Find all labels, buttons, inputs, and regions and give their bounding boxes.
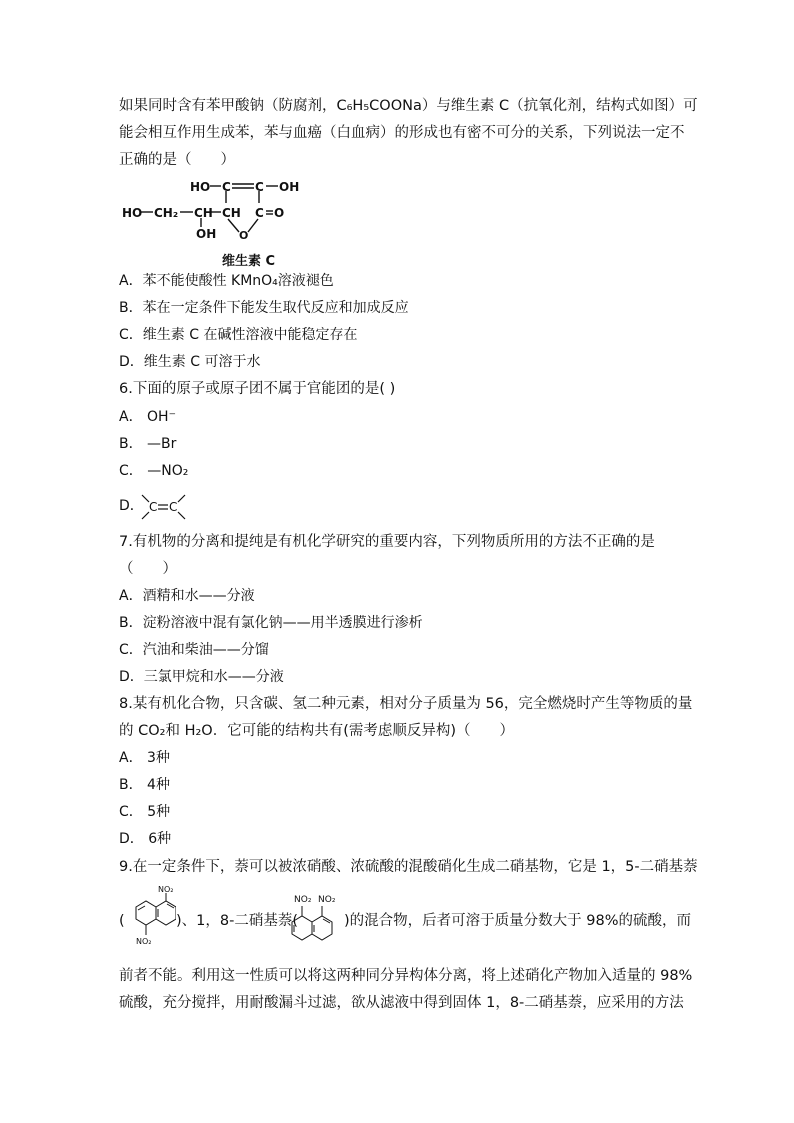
q7-stem-line-2: （ ） — [119, 561, 177, 577]
vc-label: O — [239, 229, 249, 242]
q7-option-c: C．汽油和柴油——分馏 — [119, 642, 269, 658]
vc-label: C — [255, 206, 264, 220]
q7-option-d: D．三氯甲烷和水——分液 — [119, 669, 284, 685]
q9-mol1-tail: )、1，8-二硝基萘( — [176, 913, 298, 929]
dinitronaphthalene-1-5-structure — [124, 883, 176, 955]
mol2-nitro-label: NO₂ — [318, 895, 336, 905]
vc-label: CH — [194, 206, 213, 220]
q9-stem-line-3: 前者不能。利用这一性质可以将这两种同分异构体分离，将上述硝化产物加入适量的 98% — [119, 968, 693, 984]
q5-stem-line-3: 正确的是（ ） — [119, 152, 235, 168]
q8-option-c: C． 5种 — [119, 804, 171, 820]
mol1-nitro-label: NO₂ — [136, 937, 152, 946]
alkene-double-bond-structure — [140, 492, 188, 522]
q9-paren-open: ( — [119, 913, 125, 929]
vc-label: HO — [122, 206, 143, 220]
q8-option-b: B． 4种 — [119, 777, 170, 793]
q5-option-c: C．维生素 C 在碱性溶液中能稳定存在 — [119, 327, 358, 343]
q8-stem-line-2: 的 CO₂和 H₂O．它可能的结构共有(需考虑顺反异构)（ ） — [119, 723, 515, 739]
q5-stem-line-2: 能会相互作用生成苯，苯与血癌（白血病）的形成也有密不可分的关系，下列说法一定不 — [119, 125, 685, 141]
q6-stem: 6.下面的原子或原子团不属于官能团的是( ) — [119, 381, 396, 397]
q6-option-a: A． OH⁻ — [119, 409, 176, 425]
vitamin-c-structure — [118, 172, 318, 244]
q5-option-d: D．维生素 C 可溶于水 — [119, 354, 261, 370]
q9-stem-line-4: 硫酸，充分搅拌，用耐酸漏斗过滤，欲从滤液中得到固体 1，8-二硝基萘，应采用的方法 — [119, 995, 684, 1011]
q6-option-d: D． — [119, 498, 144, 514]
vc-label: C — [255, 180, 264, 194]
vitamin-c-caption: 维生素 C — [222, 254, 276, 269]
vc-label: CH₂ — [154, 206, 179, 220]
q5-option-b: B．苯在一定条件下能发生取代反应和加成反应 — [119, 300, 409, 316]
vc-label: OH — [279, 180, 300, 194]
q9-mol2-tail: )的混合物，后者可溶于质量分数大于 98%的硫酸，而 — [344, 913, 691, 929]
vc-label: C — [222, 180, 231, 194]
q7-stem-line-1: 7.有机物的分离和提纯是有机化学研究的重要内容，下列物质所用的方法不正确的是 — [119, 534, 655, 550]
vc-label: OH — [196, 227, 217, 241]
vc-label: HO — [190, 180, 211, 194]
alkene-carbon-label: C — [149, 500, 158, 514]
alkene-carbon-label: C — [169, 500, 178, 514]
vc-label: CH — [222, 206, 241, 220]
q7-option-a: A．酒精和水——分液 — [119, 588, 255, 604]
vc-label: O — [274, 206, 285, 220]
dinitronaphthalene-1-8-structure — [288, 888, 344, 952]
q5-option-a: A．苯不能使酸性 KMnO₄溶液褪色 — [119, 273, 334, 289]
q8-option-d: D． 6种 — [119, 831, 172, 847]
q7-option-b: B．淀粉溶液中混有氯化钠——用半透膜进行渗析 — [119, 615, 423, 631]
q5-stem-line-1: 如果同时含有苯甲酸钠（防腐剂，C₆H₅COONa）与维生素 C（抗氧化剂，结构式如图）可 — [119, 98, 698, 114]
mol1-nitro-label: NO₂ — [158, 885, 174, 894]
q9-stem-line-1: 9.在一定条件下，萘可以被浓硝酸、浓硫酸的混酸硝化生成二硝基物，它是 1，5-二硝基萘 — [119, 859, 698, 875]
q8-option-a: A． 3种 — [119, 750, 170, 766]
q6-option-c: C． —NO₂ — [119, 463, 189, 479]
mol2-nitro-label: NO₂ — [294, 895, 312, 905]
q8-stem-line-1: 8.某有机化合物，只含碳、氢二种元素，相对分子质量为 56，完全燃烧时产生等物质的量 — [119, 696, 693, 712]
q6-option-b: B． —Br — [119, 436, 177, 452]
